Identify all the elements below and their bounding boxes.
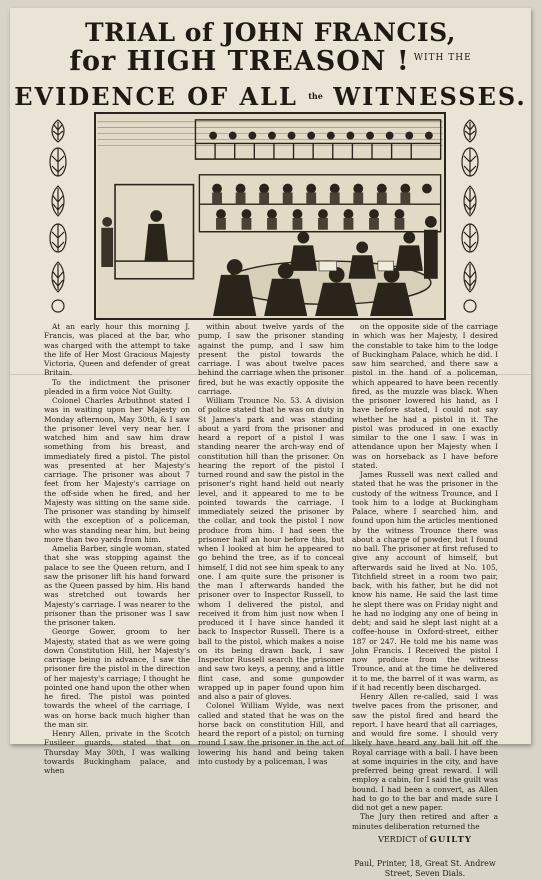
paragraph: To the indictment the prisoner pleaded in a firm voice Not Guilty.	[44, 377, 190, 396]
courtroom-woodcut-illustration	[94, 112, 446, 320]
paragraph: At an early hour this morning J. Francis, was placed at the bar, who was charged with the attempt to take the life of Her Most Gracious Majesty Victoria, Queen and defender of great Britain.	[44, 322, 190, 378]
column-2	[198, 322, 344, 766]
title-witnesses: WITNESSES.	[333, 82, 527, 111]
paragraph: Colonel Charles Arbuthnot stated I was in waiting upon her Majesty on Monday afternoon, May 30th, & I saw the prisoner level very near her. I watched him and saw him draw something from his breast, and immediately fired a pistol. The pistol was presented at her Majesty's carriage. The prisoner was about 7 feet from her Majesty's carriage on the off-side when he fired, and her Majesty was sitting on the same side. The prisoner was standing by himself with the exception of a policeman, who was standing near him, but being more than two yards from him.	[44, 396, 190, 544]
paragraph: Henry Allen re-called, said I was twelve paces from the prisoner, and saw the pistol fired and heard the report. I have heard that all carriages, and would fire some. I should very likely have heard any ball hit off the Royal carriage with a ball. I have been at some inquiries in the city, and have preferred being great reward. I will employ a cabin, for I said the guilt was bound. I had been a convert, as Allen had to go to the bar and made sure I did not get a new paper.	[352, 692, 498, 812]
printer-line-2: Street, Seven Dials.	[384, 869, 466, 878]
title-the: the	[308, 91, 323, 101]
column-3	[352, 322, 498, 878]
title-with-the: WITH THE	[413, 53, 472, 63]
paragraph: James Russell was next called and stated that he was the prisoner in the custody of the witness Trounce, and I took him to a lodge at Buckingham Palace, where I searched him, and found upon him the articles mentioned by the witness Trounce there was about a charge of powder, but I found no ball. The prisoner at first refused to give any account of himself, but afterwards said he lived at No. 105, Titchfield street in a room two pair, back, with his father, but he did not know his name. He said the last time he slept there was on Friday night and he had no lodging any one of being in debt; and said he slept last night at a coffee-house in Oxford-street, either 187 or 247. He told me his name was John Francis. I Received the pistol I now produce from the witness Trounce, and at the time he delivered it to me, the barrel of it was warm, as if it had recently been discharged.	[352, 470, 498, 692]
verdict-label: VERDICT of	[378, 834, 428, 844]
paragraph: Amelia Barber, single woman, stated that she was stopping against the palace to see the Queen return, and I saw the prisoner lift his hand forward as the Queen passed by him. His hand was stretched out towards her Majesty's carriage. I was nearer to the prisoner than the prisoner was I saw the prisoner taken.	[44, 544, 190, 627]
text-columns	[44, 322, 498, 878]
paragraph: William Trounce No. 53. A division of police stated that he was on duty in St James's park and was standing about a yard from the prisoner and heard a report of a pistol I was standing nearer the arch-way end of constitution hill than the prisoner. On hearing the report of the pistol I turned round and saw the pistol in the prisoner's right hand held out nearly level, and it appeared to me to be pointed towards the carriage. I immediately seized the prisoner by the collar, and took the pistol I now produce from him. I had seen the prisoner half an hour before this, but when I looked at him he appeared to go behind the tree, as if to conceal himself, I did not see him speak to any one. I am quite sure the prisoner is the man I afterwards handed the prisoner over to Inspector Russell, to whom I delivered the pistol, and received it from him just now when I produced it I have since handed it back to Inspector Russell. There is a ball to the pistol, which makes a noise on its being drawn back, I saw Inspector Russell search the prisoner and saw two keys, a penny, and a little flint case, and some gunpowder wrapped up in paper found upon him and also a pair of gloves.	[198, 396, 344, 701]
printer-imprint	[352, 859, 498, 879]
printer-line-1: Paul, Printer, 18, Great St. Andrew	[354, 859, 496, 868]
left-ornament-border	[46, 116, 70, 316]
title-high-treason: for HIGH TREASON !	[69, 46, 410, 77]
paragraph: The Jury then retired and after a minutes deliberation returned the	[352, 812, 498, 831]
title-line-2	[10, 46, 531, 77]
paragraph: on the opposite side of the carriage in which was her Majesty, I desired the constable to take him to the lodge of Buckingham Palace, which he did. I saw him searched, and there saw a pistol in the hand of a policeman, which appeared to have been recently fired, as the muzzle was black. When the prisoner lowered his hand, as I have before stated, I could not say whether he had a pistol in it. The pistol was produced in one exactly similar to the one I saw. I was in attendance upon her Majesty when I was on horseback as I have before stated.	[352, 322, 498, 470]
verdict	[352, 835, 498, 845]
column-1	[44, 322, 190, 775]
title-trial-of-john-francis: TRIAL of JOHN FRANCIS,	[85, 18, 456, 47]
title-evidence-of-all: EVIDENCE OF ALL	[14, 82, 298, 111]
right-ornament-border	[458, 116, 482, 316]
paragraph: within about twelve yards of the pump, I saw the prisoner standing against the pump, and I saw him present the pistol towards the carriage. I was about twelve paces behind the carriage when the prisoner fired, but he was exactly opposite the carriage.	[198, 322, 344, 396]
broadside-sheet	[10, 8, 531, 878]
title-line-1	[10, 18, 531, 47]
paragraph: Colonel William Wylde, was next called and stated that he was on the horse back on constitution Hill, and heard the report of a pistol; on turning round I saw the prisoner in the act of lowering his hand and being taken into custody by a policeman, I was	[198, 701, 344, 766]
verdict-guilty: GUILTY	[429, 834, 472, 845]
title-line-3	[10, 82, 531, 111]
paragraph: Henry Allen, private in the Scotch Fusileer guards, stated that on Thursday May 30th, I was walking towards Buckingham palace, and when	[44, 729, 190, 775]
paragraph: George Gower, groom to her Majesty, stated that as we were going down Constitution Hill, her Majesty's carriage being in advance, I saw the prisoner fire the pistol in the direction of her majesty's carriage; I thought he pointed one hand upon the other when he fired. The pistol was pointed towards the wheel of the carriage, I was on horse back much higher than the man sir.	[44, 627, 190, 729]
